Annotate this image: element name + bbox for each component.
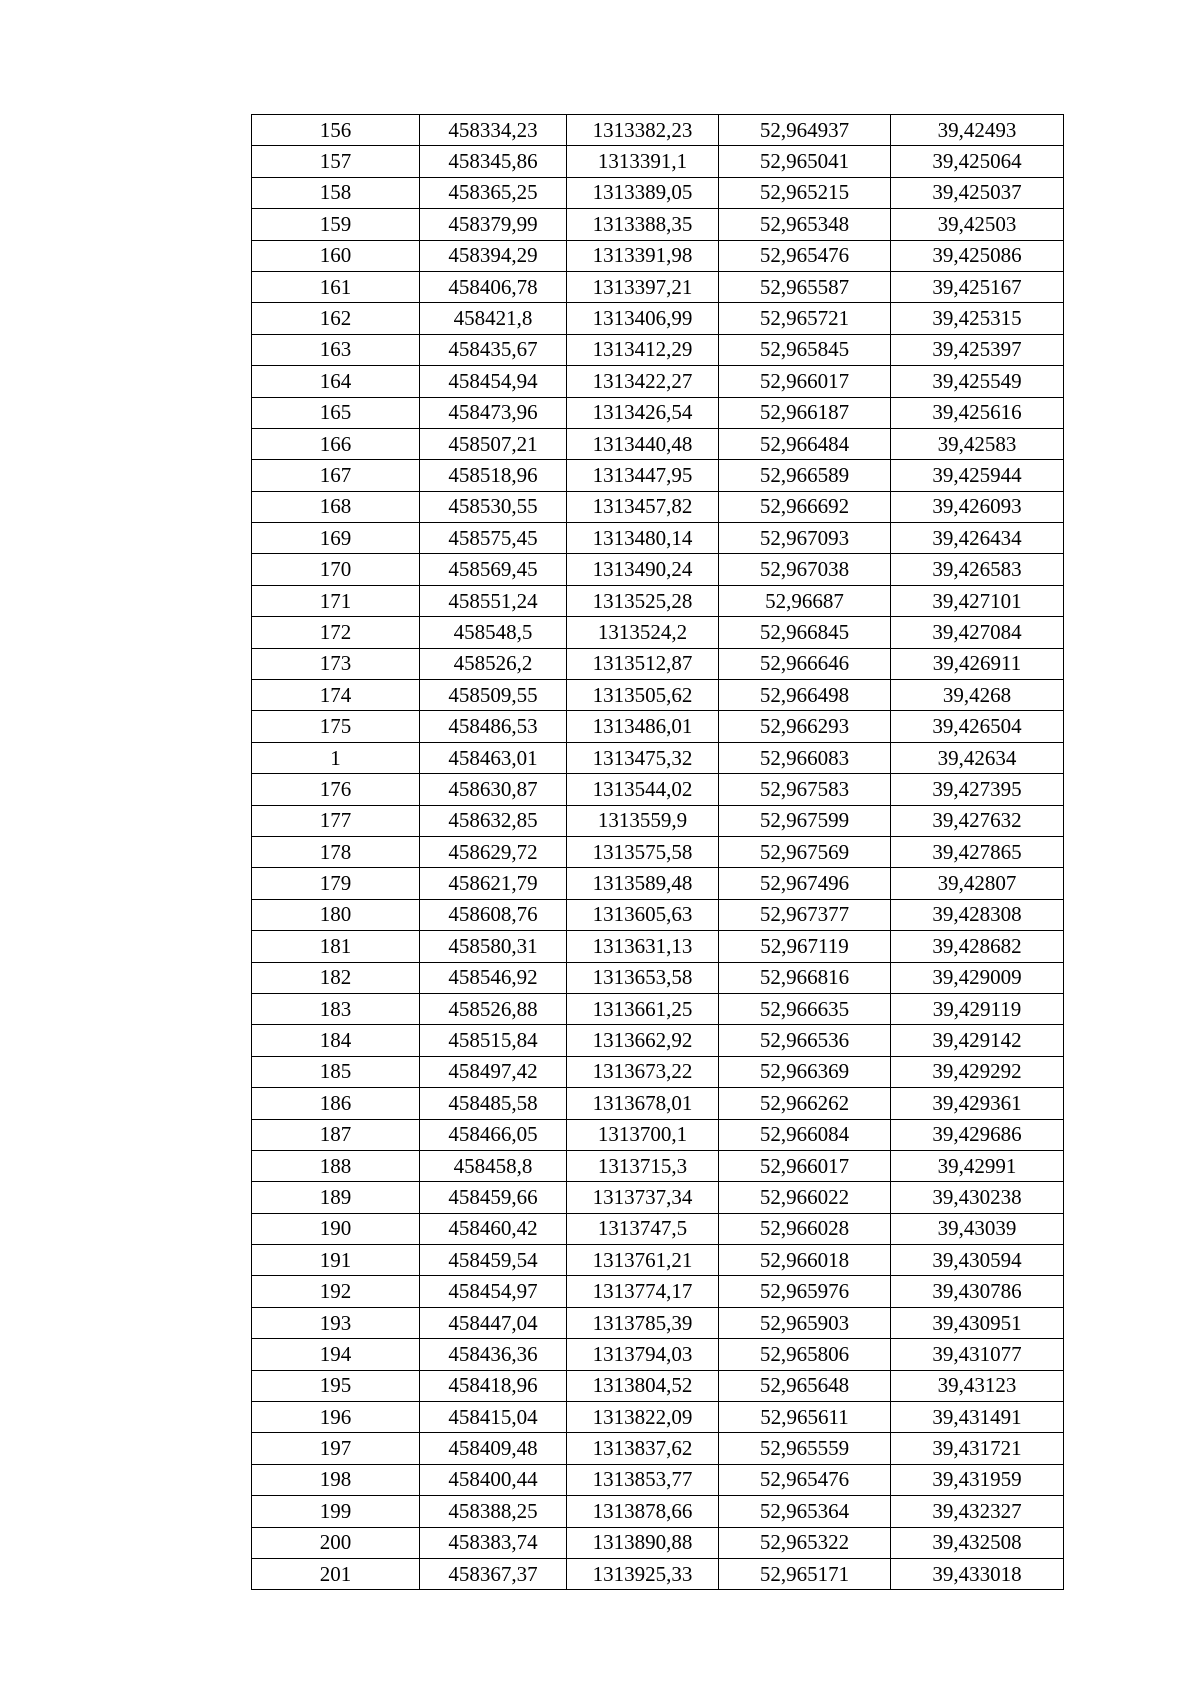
latitude-cell: 52,965976: [719, 1276, 891, 1307]
latitude-cell: 52,965476: [719, 240, 891, 271]
latitude-cell: 52,965476: [719, 1464, 891, 1495]
latitude-cell: 52,966262: [719, 1088, 891, 1119]
point-number-cell: 165: [252, 397, 420, 428]
table-row: [252, 1088, 1064, 1119]
point-number-cell: 160: [252, 240, 420, 271]
longitude-cell: 39,432327: [891, 1496, 1064, 1527]
point-number-cell: 187: [252, 1119, 420, 1150]
longitude-cell: 39,426093: [891, 491, 1064, 522]
table-row: [252, 1370, 1064, 1401]
x-coordinate-cell: 458526,2: [420, 648, 567, 679]
x-coordinate-cell: 458630,87: [420, 774, 567, 805]
latitude-cell: 52,967377: [719, 899, 891, 930]
point-number-cell: 172: [252, 617, 420, 648]
point-number-cell: 166: [252, 428, 420, 459]
table-row: [252, 271, 1064, 302]
table-row: [252, 742, 1064, 773]
table-row: [252, 993, 1064, 1024]
x-coordinate-cell: 458379,99: [420, 209, 567, 240]
y-coordinate-cell: 1313700,1: [567, 1119, 719, 1150]
table-row: [252, 177, 1064, 208]
longitude-cell: 39,430951: [891, 1307, 1064, 1338]
point-number-cell: 182: [252, 962, 420, 993]
x-coordinate-cell: 458345,86: [420, 146, 567, 177]
latitude-cell: 52,966187: [719, 397, 891, 428]
latitude-cell: 52,966084: [719, 1119, 891, 1150]
point-number-cell: 168: [252, 491, 420, 522]
point-number-cell: 159: [252, 209, 420, 240]
y-coordinate-cell: 1313605,63: [567, 899, 719, 930]
longitude-cell: 39,431721: [891, 1433, 1064, 1464]
latitude-cell: 52,965587: [719, 271, 891, 302]
x-coordinate-cell: 458509,55: [420, 680, 567, 711]
x-coordinate-cell: 458632,85: [420, 805, 567, 836]
x-coordinate-cell: 458485,58: [420, 1088, 567, 1119]
table-row: [252, 1464, 1064, 1495]
point-number-cell: 193: [252, 1307, 420, 1338]
longitude-cell: 39,42991: [891, 1150, 1064, 1181]
y-coordinate-cell: 1313397,21: [567, 271, 719, 302]
x-coordinate-cell: 458436,36: [420, 1339, 567, 1370]
table-row: [252, 460, 1064, 491]
point-number-cell: 164: [252, 366, 420, 397]
table-row: [252, 146, 1064, 177]
x-coordinate-cell: 458400,44: [420, 1464, 567, 1495]
y-coordinate-cell: 1313480,14: [567, 523, 719, 554]
latitude-cell: 52,965903: [719, 1307, 891, 1338]
table-row: [252, 1245, 1064, 1276]
longitude-cell: 39,433018: [891, 1558, 1064, 1589]
y-coordinate-cell: 1313505,62: [567, 680, 719, 711]
longitude-cell: 39,425086: [891, 240, 1064, 271]
longitude-cell: 39,425944: [891, 460, 1064, 491]
y-coordinate-cell: 1313486,01: [567, 711, 719, 742]
table-row: [252, 836, 1064, 867]
point-number-cell: 196: [252, 1402, 420, 1433]
table-row: [252, 1119, 1064, 1150]
point-number-cell: 170: [252, 554, 420, 585]
y-coordinate-cell: 1313737,34: [567, 1182, 719, 1213]
x-coordinate-cell: 458608,76: [420, 899, 567, 930]
latitude-cell: 52,966816: [719, 962, 891, 993]
latitude-cell: 52,966017: [719, 1150, 891, 1181]
latitude-cell: 52,967569: [719, 836, 891, 867]
coordinates-table-body: [252, 115, 1064, 1590]
point-number-cell: 162: [252, 303, 420, 334]
table-row: [252, 1182, 1064, 1213]
longitude-cell: 39,429292: [891, 1056, 1064, 1087]
x-coordinate-cell: 458435,67: [420, 334, 567, 365]
latitude-cell: 52,966589: [719, 460, 891, 491]
table-row: [252, 1339, 1064, 1370]
y-coordinate-cell: 1313653,58: [567, 962, 719, 993]
point-number-cell: 180: [252, 899, 420, 930]
y-coordinate-cell: 1313662,92: [567, 1025, 719, 1056]
latitude-cell: 52,966028: [719, 1213, 891, 1244]
x-coordinate-cell: 458454,97: [420, 1276, 567, 1307]
table-row: [252, 774, 1064, 805]
point-number-cell: 175: [252, 711, 420, 742]
table-row: [252, 1276, 1064, 1307]
x-coordinate-cell: 458486,53: [420, 711, 567, 742]
table-row: [252, 366, 1064, 397]
longitude-cell: 39,429686: [891, 1119, 1064, 1150]
point-number-cell: 185: [252, 1056, 420, 1087]
longitude-cell: 39,427865: [891, 836, 1064, 867]
y-coordinate-cell: 1313512,87: [567, 648, 719, 679]
x-coordinate-cell: 458507,21: [420, 428, 567, 459]
latitude-cell: 52,965845: [719, 334, 891, 365]
x-coordinate-cell: 458365,25: [420, 177, 567, 208]
longitude-cell: 39,426434: [891, 523, 1064, 554]
x-coordinate-cell: 458421,8: [420, 303, 567, 334]
y-coordinate-cell: 1313440,48: [567, 428, 719, 459]
latitude-cell: 52,966018: [719, 1245, 891, 1276]
y-coordinate-cell: 1313389,05: [567, 177, 719, 208]
x-coordinate-cell: 458383,74: [420, 1527, 567, 1558]
point-number-cell: 181: [252, 931, 420, 962]
x-coordinate-cell: 458406,78: [420, 271, 567, 302]
latitude-cell: 52,965171: [719, 1558, 891, 1589]
table-row: [252, 1150, 1064, 1181]
point-number-cell: 174: [252, 680, 420, 711]
table-row: [252, 1307, 1064, 1338]
latitude-cell: 52,966635: [719, 993, 891, 1024]
y-coordinate-cell: 1313412,29: [567, 334, 719, 365]
latitude-cell: 52,967038: [719, 554, 891, 585]
latitude-cell: 52,966484: [719, 428, 891, 459]
longitude-cell: 39,425549: [891, 366, 1064, 397]
table-row: [252, 1433, 1064, 1464]
longitude-cell: 39,425315: [891, 303, 1064, 334]
point-number-cell: 176: [252, 774, 420, 805]
longitude-cell: 39,428682: [891, 931, 1064, 962]
table-row: [252, 931, 1064, 962]
point-number-cell: 161: [252, 271, 420, 302]
longitude-cell: 39,429119: [891, 993, 1064, 1024]
y-coordinate-cell: 1313761,21: [567, 1245, 719, 1276]
latitude-cell: 52,967599: [719, 805, 891, 836]
longitude-cell: 39,429142: [891, 1025, 1064, 1056]
longitude-cell: 39,430786: [891, 1276, 1064, 1307]
point-number-cell: 194: [252, 1339, 420, 1370]
y-coordinate-cell: 1313575,58: [567, 836, 719, 867]
longitude-cell: 39,429009: [891, 962, 1064, 993]
x-coordinate-cell: 458334,23: [420, 115, 567, 146]
latitude-cell: 52,966293: [719, 711, 891, 742]
y-coordinate-cell: 1313785,39: [567, 1307, 719, 1338]
x-coordinate-cell: 458466,05: [420, 1119, 567, 1150]
longitude-cell: 39,425167: [891, 271, 1064, 302]
longitude-cell: 39,43039: [891, 1213, 1064, 1244]
longitude-cell: 39,43123: [891, 1370, 1064, 1401]
y-coordinate-cell: 1313391,1: [567, 146, 719, 177]
point-number-cell: 171: [252, 585, 420, 616]
latitude-cell: 52,965721: [719, 303, 891, 334]
longitude-cell: 39,425037: [891, 177, 1064, 208]
y-coordinate-cell: 1313673,22: [567, 1056, 719, 1087]
y-coordinate-cell: 1313382,23: [567, 115, 719, 146]
y-coordinate-cell: 1313804,52: [567, 1370, 719, 1401]
y-coordinate-cell: 1313890,88: [567, 1527, 719, 1558]
x-coordinate-cell: 458621,79: [420, 868, 567, 899]
point-number-cell: 186: [252, 1088, 420, 1119]
x-coordinate-cell: 458629,72: [420, 836, 567, 867]
x-coordinate-cell: 458580,31: [420, 931, 567, 962]
point-number-cell: 190: [252, 1213, 420, 1244]
table-row: [252, 1402, 1064, 1433]
longitude-cell: 39,429361: [891, 1088, 1064, 1119]
table-row: [252, 805, 1064, 836]
table-row: [252, 491, 1064, 522]
x-coordinate-cell: 458518,96: [420, 460, 567, 491]
point-number-cell: 191: [252, 1245, 420, 1276]
x-coordinate-cell: 458515,84: [420, 1025, 567, 1056]
latitude-cell: 52,964937: [719, 115, 891, 146]
point-number-cell: 192: [252, 1276, 420, 1307]
longitude-cell: 39,425064: [891, 146, 1064, 177]
x-coordinate-cell: 458454,94: [420, 366, 567, 397]
longitude-cell: 39,427084: [891, 617, 1064, 648]
y-coordinate-cell: 1313774,17: [567, 1276, 719, 1307]
x-coordinate-cell: 458394,29: [420, 240, 567, 271]
point-number-cell: 195: [252, 1370, 420, 1401]
latitude-cell: 52,965041: [719, 146, 891, 177]
table-row: [252, 1527, 1064, 1558]
longitude-cell: 39,42634: [891, 742, 1064, 773]
latitude-cell: 52,967119: [719, 931, 891, 962]
table-row: [252, 617, 1064, 648]
x-coordinate-cell: 458546,92: [420, 962, 567, 993]
table-row: [252, 523, 1064, 554]
longitude-cell: 39,425616: [891, 397, 1064, 428]
table-row: [252, 428, 1064, 459]
y-coordinate-cell: 1313631,13: [567, 931, 719, 962]
point-number-cell: 179: [252, 868, 420, 899]
point-number-cell: 1: [252, 742, 420, 773]
longitude-cell: 39,431077: [891, 1339, 1064, 1370]
x-coordinate-cell: 458418,96: [420, 1370, 567, 1401]
longitude-cell: 39,431959: [891, 1464, 1064, 1495]
longitude-cell: 39,42807: [891, 868, 1064, 899]
longitude-cell: 39,427632: [891, 805, 1064, 836]
point-number-cell: 200: [252, 1527, 420, 1558]
y-coordinate-cell: 1313447,95: [567, 460, 719, 491]
table-row: [252, 962, 1064, 993]
y-coordinate-cell: 1313678,01: [567, 1088, 719, 1119]
y-coordinate-cell: 1313475,32: [567, 742, 719, 773]
x-coordinate-cell: 458367,37: [420, 1558, 567, 1589]
x-coordinate-cell: 458551,24: [420, 585, 567, 616]
longitude-cell: 39,430594: [891, 1245, 1064, 1276]
longitude-cell: 39,426911: [891, 648, 1064, 679]
point-number-cell: 169: [252, 523, 420, 554]
y-coordinate-cell: 1313457,82: [567, 491, 719, 522]
point-number-cell: 188: [252, 1150, 420, 1181]
x-coordinate-cell: 458447,04: [420, 1307, 567, 1338]
y-coordinate-cell: 1313391,98: [567, 240, 719, 271]
longitude-cell: 39,42493: [891, 115, 1064, 146]
point-number-cell: 199: [252, 1496, 420, 1527]
latitude-cell: 52,966083: [719, 742, 891, 773]
y-coordinate-cell: 1313853,77: [567, 1464, 719, 1495]
longitude-cell: 39,432508: [891, 1527, 1064, 1558]
latitude-cell: 52,967583: [719, 774, 891, 805]
table-row: [252, 209, 1064, 240]
latitude-cell: 52,966646: [719, 648, 891, 679]
y-coordinate-cell: 1313822,09: [567, 1402, 719, 1433]
point-number-cell: 167: [252, 460, 420, 491]
latitude-cell: 52,965806: [719, 1339, 891, 1370]
x-coordinate-cell: 458459,54: [420, 1245, 567, 1276]
table-row: [252, 115, 1064, 146]
latitude-cell: 52,967496: [719, 868, 891, 899]
y-coordinate-cell: 1313525,28: [567, 585, 719, 616]
latitude-cell: 52,965611: [719, 1402, 891, 1433]
longitude-cell: 39,431491: [891, 1402, 1064, 1433]
point-number-cell: 198: [252, 1464, 420, 1495]
latitude-cell: 52,965348: [719, 209, 891, 240]
x-coordinate-cell: 458463,01: [420, 742, 567, 773]
y-coordinate-cell: 1313422,27: [567, 366, 719, 397]
point-number-cell: 163: [252, 334, 420, 365]
table-row: [252, 334, 1064, 365]
x-coordinate-cell: 458415,04: [420, 1402, 567, 1433]
y-coordinate-cell: 1313426,54: [567, 397, 719, 428]
table-row: [252, 1025, 1064, 1056]
table-row: [252, 1213, 1064, 1244]
point-number-cell: 157: [252, 146, 420, 177]
y-coordinate-cell: 1313490,24: [567, 554, 719, 585]
y-coordinate-cell: 1313589,48: [567, 868, 719, 899]
table-row: [252, 711, 1064, 742]
longitude-cell: 39,42503: [891, 209, 1064, 240]
y-coordinate-cell: 1313837,62: [567, 1433, 719, 1464]
latitude-cell: 52,965648: [719, 1370, 891, 1401]
x-coordinate-cell: 458548,5: [420, 617, 567, 648]
table-row: [252, 1496, 1064, 1527]
x-coordinate-cell: 458526,88: [420, 993, 567, 1024]
table-row: [252, 1056, 1064, 1087]
y-coordinate-cell: 1313661,25: [567, 993, 719, 1024]
point-number-cell: 178: [252, 836, 420, 867]
x-coordinate-cell: 458473,96: [420, 397, 567, 428]
longitude-cell: 39,428308: [891, 899, 1064, 930]
x-coordinate-cell: 458409,48: [420, 1433, 567, 1464]
x-coordinate-cell: 458458,8: [420, 1150, 567, 1181]
table-row: [252, 303, 1064, 334]
latitude-cell: 52,966845: [719, 617, 891, 648]
point-number-cell: 184: [252, 1025, 420, 1056]
point-number-cell: 173: [252, 648, 420, 679]
y-coordinate-cell: 1313715,3: [567, 1150, 719, 1181]
y-coordinate-cell: 1313925,33: [567, 1558, 719, 1589]
point-number-cell: 183: [252, 993, 420, 1024]
longitude-cell: 39,426504: [891, 711, 1064, 742]
y-coordinate-cell: 1313878,66: [567, 1496, 719, 1527]
x-coordinate-cell: 458575,45: [420, 523, 567, 554]
latitude-cell: 52,966369: [719, 1056, 891, 1087]
longitude-cell: 39,4268: [891, 680, 1064, 711]
longitude-cell: 39,427101: [891, 585, 1064, 616]
table-row: [252, 1558, 1064, 1589]
x-coordinate-cell: 458530,55: [420, 491, 567, 522]
latitude-cell: 52,965559: [719, 1433, 891, 1464]
y-coordinate-cell: 1313747,5: [567, 1213, 719, 1244]
x-coordinate-cell: 458497,42: [420, 1056, 567, 1087]
y-coordinate-cell: 1313524,2: [567, 617, 719, 648]
point-number-cell: 197: [252, 1433, 420, 1464]
y-coordinate-cell: 1313794,03: [567, 1339, 719, 1370]
point-number-cell: 201: [252, 1558, 420, 1589]
table-row: [252, 397, 1064, 428]
latitude-cell: 52,966498: [719, 680, 891, 711]
longitude-cell: 39,425397: [891, 334, 1064, 365]
table-row: [252, 585, 1064, 616]
x-coordinate-cell: 458388,25: [420, 1496, 567, 1527]
y-coordinate-cell: 1313388,35: [567, 209, 719, 240]
y-coordinate-cell: 1313544,02: [567, 774, 719, 805]
coordinates-table: [251, 114, 1064, 1590]
latitude-cell: 52,965215: [719, 177, 891, 208]
table-row: [252, 899, 1064, 930]
y-coordinate-cell: 1313559,9: [567, 805, 719, 836]
point-number-cell: 156: [252, 115, 420, 146]
latitude-cell: 52,966536: [719, 1025, 891, 1056]
latitude-cell: 52,966692: [719, 491, 891, 522]
latitude-cell: 52,96687: [719, 585, 891, 616]
latitude-cell: 52,966022: [719, 1182, 891, 1213]
longitude-cell: 39,427395: [891, 774, 1064, 805]
y-coordinate-cell: 1313406,99: [567, 303, 719, 334]
table-row: [252, 868, 1064, 899]
point-number-cell: 177: [252, 805, 420, 836]
table-row: [252, 240, 1064, 271]
latitude-cell: 52,966017: [719, 366, 891, 397]
table-row: [252, 554, 1064, 585]
point-number-cell: 158: [252, 177, 420, 208]
x-coordinate-cell: 458459,66: [420, 1182, 567, 1213]
table-row: [252, 648, 1064, 679]
point-number-cell: 189: [252, 1182, 420, 1213]
table-row: [252, 680, 1064, 711]
longitude-cell: 39,430238: [891, 1182, 1064, 1213]
longitude-cell: 39,426583: [891, 554, 1064, 585]
longitude-cell: 39,42583: [891, 428, 1064, 459]
latitude-cell: 52,965322: [719, 1527, 891, 1558]
x-coordinate-cell: 458460,42: [420, 1213, 567, 1244]
latitude-cell: 52,967093: [719, 523, 891, 554]
latitude-cell: 52,965364: [719, 1496, 891, 1527]
x-coordinate-cell: 458569,45: [420, 554, 567, 585]
